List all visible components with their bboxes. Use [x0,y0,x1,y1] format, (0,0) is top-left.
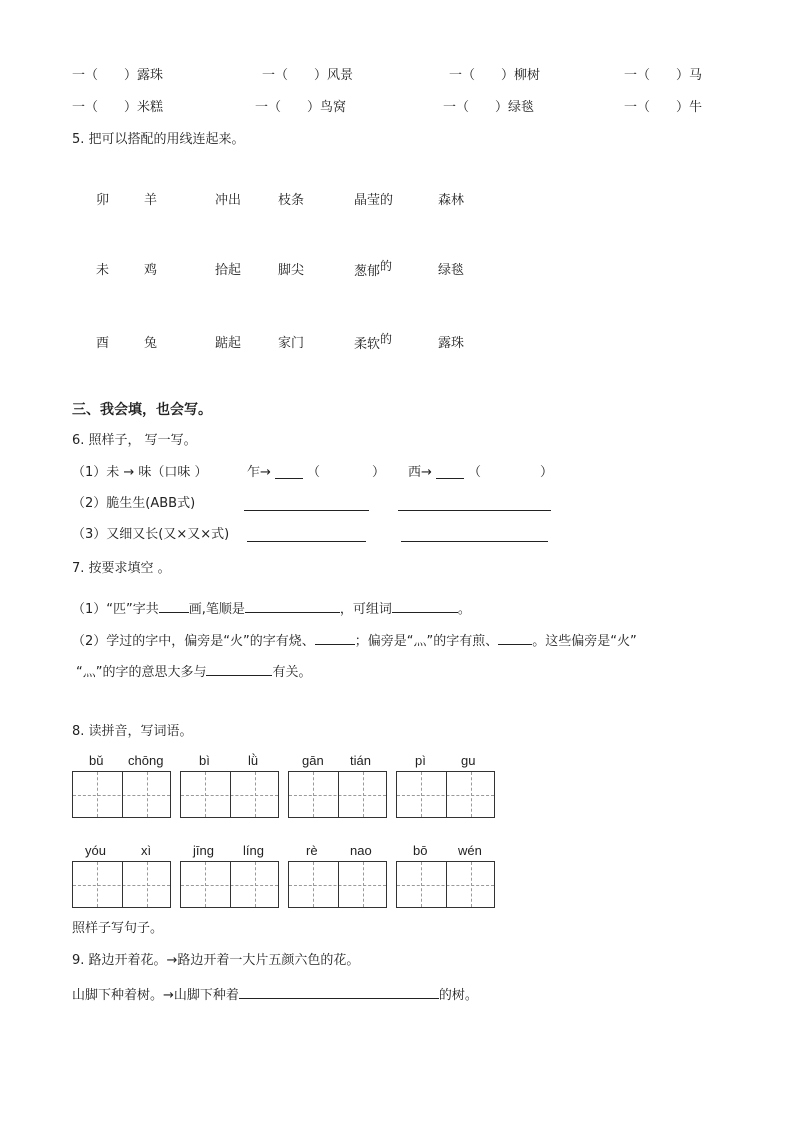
pinyin: bō [413,843,428,858]
match-word: 踮起 [215,336,242,351]
q6-line2-label: （2）脆生生(ABB式) [72,496,196,511]
pinyin: gu [461,753,476,768]
q6-line1-example: （1）未 → 味（口味 ） [72,465,208,480]
section-heading: 三、我会填，也会写。 [72,402,212,418]
match-word: 兔 [144,336,158,351]
q7-text: （1）“匹”字共 [72,602,159,617]
q6-paren-open: （ [468,465,482,480]
q8-title: 8. 读拼音，写词语。 [72,724,193,739]
q6-title: 6. 照样子， 写一写。 [72,433,197,448]
writing-grid[interactable] [180,861,279,908]
pinyin: tián [350,753,371,768]
pinyin: xì [141,843,152,858]
q6-paren-close: ） [540,465,554,480]
q7-line2 [72,632,637,650]
writing-grid[interactable] [288,771,387,818]
pinyin: pì [415,753,426,768]
q7-text: ；偏旁是“灬”的字有煎、 [354,634,499,649]
q7-text: 。 [457,602,471,617]
q7-title: 7. 按要求填空 。 [72,561,171,576]
match-word [354,259,393,280]
answer-blank[interactable] [247,541,366,542]
answer-blank[interactable] [392,600,458,613]
pinyin: nao [350,843,372,858]
match-word: 绿毯 [438,263,465,278]
answer-blank[interactable] [275,478,303,479]
pinyin: lǜ [248,753,259,768]
answer-blank[interactable] [401,541,548,542]
match-word: 脚尖 [278,263,305,278]
answer-blank[interactable] [206,663,272,676]
match-word: 羊 [144,193,158,208]
q9-text: 的树。 [438,988,478,1003]
pinyin: bì [199,753,210,768]
pinyin: líng [243,843,264,858]
q6-line3-label: （3）又细又长(又×又×式) [72,527,230,542]
q4-item: 一（ ）绿毯 [443,100,535,115]
match-word: 枝条 [278,193,305,208]
writing-grid[interactable] [72,861,171,908]
q7-text: “灬”的字的意思大多与 [76,665,207,680]
writing-grid[interactable] [72,771,171,818]
writing-grid[interactable] [396,771,495,818]
pinyin: yóu [85,843,106,858]
q4-item: 一（ ）米糕 [72,100,164,115]
q4-item: 一（ ）柳树 [449,68,541,83]
q5-title: 5. 把可以搭配的用线连起来。 [72,132,245,147]
q7-text: ，可组词 [339,602,392,617]
answer-blank[interactable] [245,600,340,613]
answer-blank[interactable] [244,510,369,511]
match-word: 卯 [96,193,110,208]
match-word: 拾起 [215,263,242,278]
answer-blank[interactable] [239,986,439,999]
q9-intro: 照样子写句子。 [72,921,164,936]
match-word: 家门 [278,336,305,351]
q6-paren-close: ） [372,465,386,480]
q7-text: （2）学过的字中，偏旁是“火”的字有烧、 [72,634,315,649]
match-word: 未 [96,263,110,278]
q4-item: 一（ ）鸟窝 [255,100,347,115]
q4-item: 一（ ）露珠 [72,68,164,83]
q6-line1-prompt: 西→ [408,465,432,480]
answer-blank[interactable] [436,478,464,479]
match-word-text: 葱郁 [354,264,381,279]
writing-grid[interactable] [180,771,279,818]
writing-grid[interactable] [396,861,495,908]
answer-blank[interactable] [498,632,532,645]
match-word: 酉 [96,336,110,351]
answer-blank[interactable] [315,632,355,645]
pinyin: jīng [193,843,214,858]
q7-text: 画,笔顺是 [188,602,245,617]
q9-text: 山脚下种着树。→山脚下种着 [72,988,239,1003]
q9-example: 9. 路边开着花。→路边开着一大片五颜六色的花。 [72,953,360,968]
q7-text: 有关。 [272,665,312,680]
match-word: 晶莹的 [354,193,394,208]
pinyin: bǔ [89,753,104,768]
q7-line1 [72,600,471,618]
match-word: 露珠 [438,336,465,351]
writing-grid[interactable] [288,861,387,908]
match-word-text: 柔软 [354,337,381,352]
match-word: 鸡 [144,263,158,278]
match-word-suffix: 的 [380,259,393,273]
match-word: 森林 [438,193,465,208]
q4-item: 一（ ）马 [624,68,703,83]
pinyin: wén [458,843,482,858]
match-word [354,332,393,353]
pinyin: rè [306,843,318,858]
match-word-suffix: 的 [380,332,393,346]
match-word: 冲出 [215,193,242,208]
pinyin: gān [302,753,324,768]
q7-line3 [76,663,312,681]
answer-blank[interactable] [398,510,551,511]
q6-paren-open: （ [307,465,321,480]
pinyin: chōng [128,753,164,768]
q4-item: 一（ ）风景 [262,68,354,83]
q7-text: 。这些偏旁是“火” [532,634,637,649]
q9-task [72,986,478,1004]
answer-blank[interactable] [159,600,189,613]
q4-item: 一（ ）牛 [624,100,703,115]
q6-line1-prompt: 乍→ [247,465,271,480]
